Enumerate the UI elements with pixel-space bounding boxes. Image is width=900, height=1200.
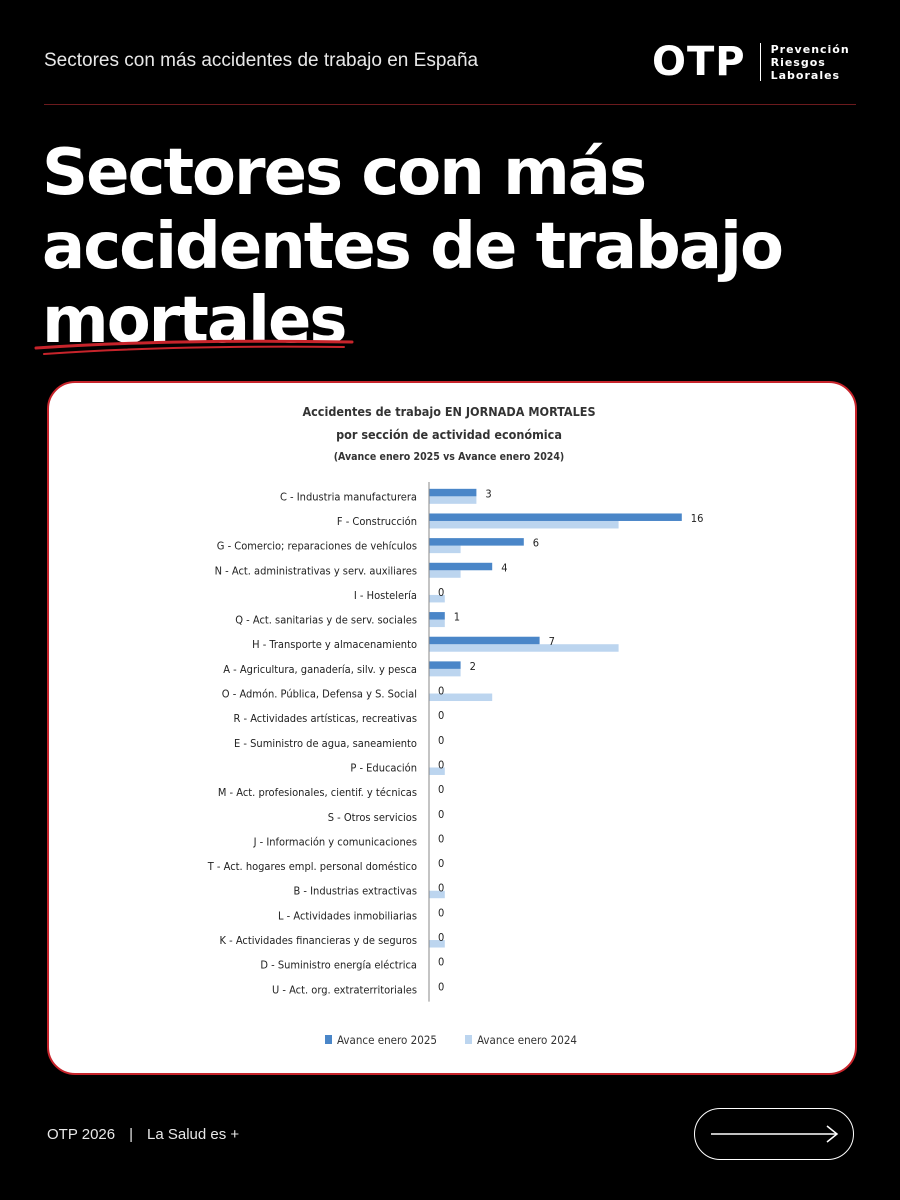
legend-swatch [325,1035,332,1044]
chart-card [47,381,857,1075]
otp-logo [652,39,850,85]
legend-label: Avance enero 2024 [477,1033,577,1047]
logo-mark: OTP [652,39,746,85]
category-label: E - Suministro de agua, saneamiento [234,736,417,750]
bar-2025 [429,538,524,546]
value-label: 0 [438,906,445,920]
value-label: 16 [690,511,704,525]
page-title [42,136,782,358]
value-label: 0 [438,758,445,772]
logo-subtitle [771,43,850,82]
footer [47,1126,239,1143]
bar-2025 [429,612,445,620]
category-label: H - Transporte y almacenamiento [252,638,417,652]
bar-2024 [429,496,476,504]
page-title-line-2: accidentes de trabajo [42,210,782,284]
bar-2024 [429,546,461,554]
value-label: 0 [438,733,445,747]
footer-separator: | [129,1126,134,1143]
value-label: 0 [438,585,445,599]
arrow-right-icon [695,1109,852,1158]
value-label: 0 [438,857,445,871]
category-label: P - Educación [350,761,417,775]
header-divider [44,104,856,105]
header-title: Sectores con más accidentes de trabajo en España [44,50,479,71]
logo-sub-line-1: Prevención [770,42,850,56]
category-label: U - Act. org. extraterritoriales [272,983,417,997]
bar-2025 [429,563,492,571]
page-title-line-1: Sectores con más [42,136,646,210]
value-label: 3 [485,487,492,501]
legend-label: Avance enero 2025 [337,1033,437,1047]
category-label: M - Act. profesionales, cientif. y técnicas [217,786,417,800]
bar-2025 [429,489,476,497]
category-label: L - Actividades inmobiliarias [278,909,417,923]
value-label: 7 [548,635,555,649]
bar-2024 [429,669,461,677]
logo-divider [760,43,761,81]
bar-2025 [429,637,540,645]
next-button[interactable] [694,1108,854,1160]
value-label: 0 [438,931,445,945]
chart-bars [429,489,682,948]
category-label: D - Suministro energía eléctrica [260,958,417,972]
category-label: C - Industria manufacturera [279,490,417,504]
footer-brand: OTP 2026 [47,1126,116,1143]
category-label: F - Construcción [336,514,417,528]
category-label: B - Industrias extractivas [293,884,417,898]
value-label: 0 [438,832,445,846]
chart-title-line: Accidentes de trabajo EN JORNADA MORTALES [302,404,596,419]
value-label: 2 [469,659,476,673]
category-label: J - Información y comunicaciones [253,835,417,849]
category-label: K - Actividades financieras y de seguros [219,934,417,948]
value-label: 1 [453,610,461,624]
category-label: T - Act. hogares empl. personal doméstico [207,860,417,874]
value-label: 0 [438,684,445,698]
category-label: O - Admón. Pública, Defensa y S. Social [221,687,417,701]
chart-title [302,404,595,463]
value-label: 0 [438,783,445,797]
bar-2024 [429,521,619,529]
category-label: Q - Act. sanitarias y de serv. sociales [235,613,417,627]
logo-sub-line-2: Riesgos [770,55,826,69]
value-label: 0 [438,881,445,895]
bar-2025 [429,513,682,521]
page-title-line-3: mortales [42,284,346,358]
red-underline-stroke [34,334,364,358]
category-label: I - Hostelería [353,588,417,602]
value-label: 0 [438,980,445,994]
category-label: G - Comercio; reparaciones de vehículos [216,539,417,553]
legend-swatch [465,1035,472,1044]
bar-2024 [429,570,461,578]
chart-title-line: por sección de actividad económica [336,427,562,442]
footer-tagline: La Salud es + [147,1126,240,1143]
chart-legend [325,1033,577,1047]
value-label: 0 [438,709,445,723]
logo-sub-line-3: Laborales [770,68,841,82]
category-label: A - Agricultura, ganadería, silv. y pesca [223,662,417,676]
value-label: 4 [501,561,508,575]
bar-2024 [429,644,619,652]
chart-title-line: (Avance enero 2025 vs Avance enero 2024) [333,451,565,463]
bar-chart [49,383,855,1073]
bar-2024 [429,620,445,628]
category-label: N - Act. administrativas y serv. auxiliares [214,564,417,578]
value-label: 6 [532,536,540,550]
value-label: 0 [438,807,445,821]
category-label: R - Actividades artísticas, recreativas [233,712,417,726]
category-labels [207,490,417,996]
category-label: S - Otros servicios [327,810,417,824]
bar-2025 [429,661,461,669]
value-label: 0 [438,955,445,969]
